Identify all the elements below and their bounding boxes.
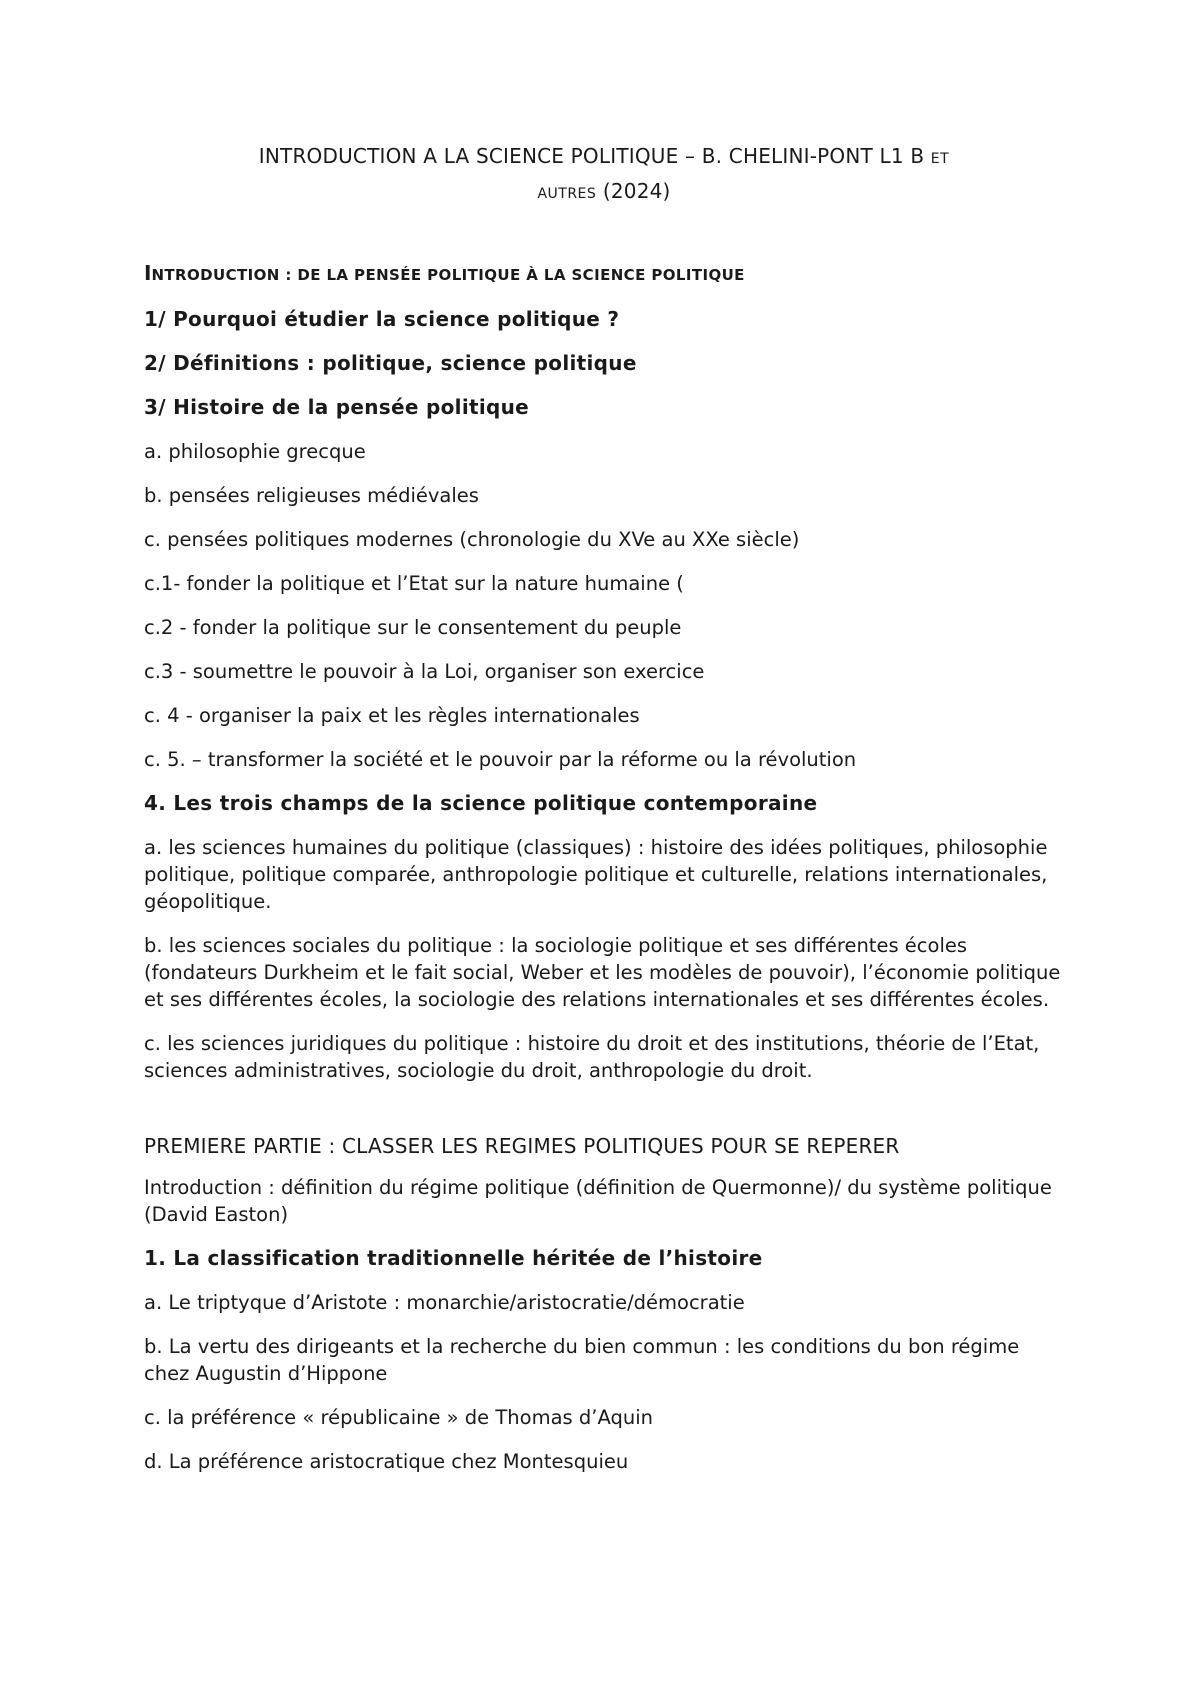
title-year: (2024) bbox=[596, 179, 671, 203]
part-one-intro: Introduction : définition du régime politique (définition de Quermonne)/ du système politique (David Easton) bbox=[144, 1176, 1052, 1226]
item-3c5: c. 5. – transformer la société et le pouvoir par la réforme ou la révolution bbox=[144, 748, 857, 771]
title-small-caps-autres: AUTRES bbox=[537, 186, 597, 202]
item-3c: c. pensées politiques modernes (chronologie du XVe au XXe siècle) bbox=[144, 528, 800, 551]
section-heading-1: 1/ Pourquoi étudier la science politique ? bbox=[144, 307, 620, 331]
title-small-caps-et: ET bbox=[930, 151, 950, 167]
part-one-item-a: a. Le triptyque d’Aristote : monarchie/aristocratie/démocratie bbox=[144, 1291, 745, 1314]
section-spacer bbox=[144, 1101, 1064, 1133]
section-heading-3: 3/ Histoire de la pensée politique bbox=[144, 395, 530, 419]
introduction-heading bbox=[144, 260, 1064, 288]
item-4c: c. les sciences juridiques du politique : histoire du droit et des institutions, théorie de l’Etat, sciences administratives, sociologie du droit, anthropologie du droit. bbox=[144, 1032, 1040, 1082]
item-3c1: c.1- fonder la politique et l’Etat sur la nature humaine ( bbox=[144, 572, 684, 595]
part-one-item-b: b. La vertu des dirigeants et la recherche du bien commun : les conditions du bon régime chez Augustin d’Hippone bbox=[144, 1335, 1020, 1385]
item-3c4: c. 4 - organiser la paix et les règles internationales bbox=[144, 704, 640, 727]
section-heading-4: 4. Les trois champs de la science politique contemporaine bbox=[144, 791, 818, 815]
document-body bbox=[144, 140, 1064, 1492]
part-one-item-c: c. la préférence « républicaine » de Thomas d’Aquin bbox=[144, 1406, 653, 1429]
part-one-heading: PREMIERE PARTIE : CLASSER LES REGIMES POLITIQUES POUR SE REPERER bbox=[144, 1134, 900, 1158]
part-one-section-1-heading: 1. La classification traditionnelle héritée de l’histoire bbox=[144, 1246, 763, 1270]
document-title bbox=[144, 140, 1064, 210]
section-heading-2: 2/ Définitions : politique, science politique bbox=[144, 351, 637, 375]
item-4b: b. les sciences sociales du politique : la sociologie politique et ses différentes écoles (fondateurs Durkheim et le fait social, Weber et les modèles de pouvoir), l’économie politique et ses différentes écoles, la sociologie des relations internationales et ses différentes écoles. bbox=[144, 934, 1061, 1011]
introduction-heading-initial: I bbox=[144, 261, 152, 285]
title-main: INTRODUCTION A LA SCIENCE POLITIQUE – B. CHELINI-PONT L1 B bbox=[258, 144, 931, 168]
item-4a: a. les sciences humaines du politique (classiques) : histoire des idées politiques, philosophie politique, politique comparée, anthropologie politique et culturelle, relations internationales, géopolitique. bbox=[144, 836, 1048, 913]
introduction-heading-rest: NTRODUCTION : DE LA PENSÉE POLITIQUE À LA SCIENCE POLITIQUE bbox=[151, 266, 745, 284]
item-3a: a. philosophie grecque bbox=[144, 440, 366, 463]
item-3c2: c.2 - fonder la politique sur le consentement du peuple bbox=[144, 616, 682, 639]
item-3b: b. pensées religieuses médiévales bbox=[144, 484, 479, 507]
part-one-item-d: d. La préférence aristocratique chez Montesquieu bbox=[144, 1450, 629, 1473]
item-3c3: c.3 - soumettre le pouvoir à la Loi, organiser son exercice bbox=[144, 660, 705, 683]
